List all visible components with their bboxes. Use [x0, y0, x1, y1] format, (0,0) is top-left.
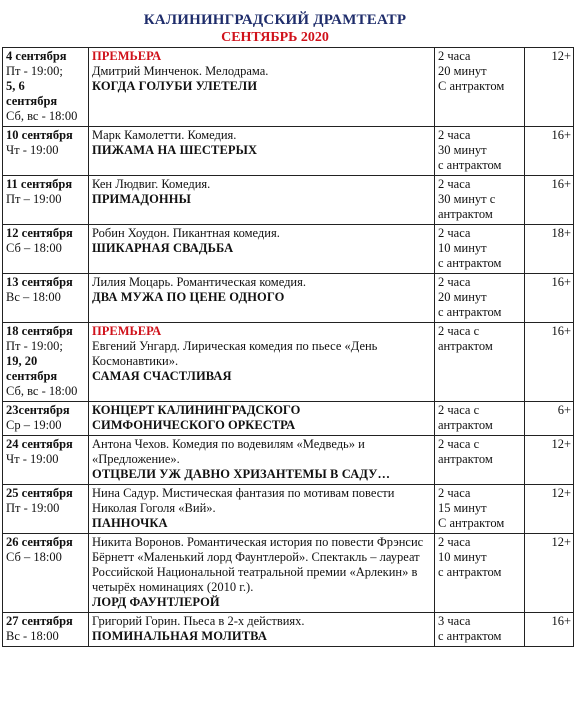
date-text: 23сентября [6, 403, 70, 417]
date-cell [3, 485, 89, 534]
date-text: 4 сентября [6, 49, 67, 63]
age-rating: 12+ [525, 48, 574, 127]
date-text: 11 сентября [6, 177, 73, 191]
description-cell [89, 436, 435, 485]
date-cell [3, 176, 89, 225]
time-text: Чт - 19:00 [6, 452, 59, 466]
schedule-row [3, 48, 574, 127]
duration-line: 2 часа [438, 535, 471, 549]
play-title: ШИКАРНАЯ СВАДЬБА [92, 241, 234, 255]
duration-line: 30 минут [438, 143, 487, 157]
description-cell [89, 613, 435, 647]
schedule-row [3, 436, 574, 485]
duration-line: 2 часа с [438, 324, 480, 338]
age-rating: 12+ [525, 485, 574, 534]
duration-line: 20 минут [438, 290, 487, 304]
schedule-row [3, 613, 574, 647]
date-text: 18 сентября [6, 324, 73, 338]
duration-line: антрактом [438, 207, 493, 221]
duration-line: 2 часа [438, 49, 471, 63]
play-author-genre: Кен Людвиг. Комедия. [92, 177, 211, 191]
duration-cell [435, 225, 525, 274]
duration-line: 2 часа [438, 177, 471, 191]
duration-line: с антрактом [438, 629, 502, 643]
play-title: ОТЦВЕЛИ УЖ ДАВНО ХРИЗАНТЕМЫ В САДУ… [92, 467, 391, 481]
duration-line: антрактом [438, 418, 493, 432]
play-author-genre: Евгений Унгард. Лирическая комедия по пьесе «День Космонавтики». [92, 339, 378, 368]
date-cell [3, 225, 89, 274]
date-text: 19, 20 [6, 354, 38, 368]
play-author-genre: Робин Хоудон. Пикантная комедия. [92, 226, 280, 240]
time-text: Ср – 19:00 [6, 418, 62, 432]
time-text: Сб – 18:00 [6, 241, 62, 255]
date-cell [3, 534, 89, 613]
play-title: ПРИМАДОННЫ [92, 192, 191, 206]
schedule-table [2, 47, 574, 647]
premiere-badge: ПРЕМЬЕРА [92, 324, 162, 338]
description-cell [89, 323, 435, 402]
duration-cell [435, 402, 525, 436]
date-cell [3, 613, 89, 647]
age-rating: 16+ [525, 323, 574, 402]
age-rating: 16+ [525, 127, 574, 176]
play-author-genre: Марк Камолетти. Комедия. [92, 128, 237, 142]
date-cell [3, 127, 89, 176]
play-author-genre: Антона Чехов. Комедия по водевилям «Медведь» и «Предложение». [92, 437, 365, 466]
date-text: 26 сентября [6, 535, 73, 549]
play-author-genre: Григорий Горин. Пьеса в 2-х действиях. [92, 614, 305, 628]
date-text: 13 сентября [6, 275, 73, 289]
time-text: Сб, вс - 18:00 [6, 384, 78, 398]
duration-cell [435, 176, 525, 225]
play-author-genre: Нина Садур. Мистическая фантазия по мотивам повести Николая Гоголя «Вий». [92, 486, 395, 515]
time-text: Сб – 18:00 [6, 550, 62, 564]
date-cell [3, 48, 89, 127]
duration-line: С антрактом [438, 79, 505, 93]
time-text: Пт - 19:00; [6, 339, 63, 353]
duration-line: с антрактом [438, 305, 502, 319]
premiere-badge: ПРЕМЬЕРА [92, 49, 162, 63]
time-text: Вс - 18:00 [6, 629, 59, 643]
schedule-body [3, 48, 574, 647]
duration-line: 20 минут [438, 64, 487, 78]
theatre-title: КАЛИНИНГРАДСКИЙ ДРАМТЕАТР [143, 12, 407, 28]
date-text: 24 сентября [6, 437, 73, 451]
date-cell [3, 402, 89, 436]
duration-line: 2 часа с [438, 403, 480, 417]
age-rating: 16+ [525, 176, 574, 225]
description-cell [89, 225, 435, 274]
age-rating: 16+ [525, 274, 574, 323]
schedule-row [3, 274, 574, 323]
time-text: Сб, вс - 18:00 [6, 109, 78, 123]
play-title: ПАННОЧКА [92, 516, 168, 530]
play-title: ДВА МУЖА ПО ЦЕНЕ ОДНОГО [92, 290, 285, 304]
date-text: сентября [6, 369, 58, 383]
duration-cell [435, 274, 525, 323]
play-title: ПИЖАМА НА ШЕСТЕРЫХ [92, 143, 258, 157]
time-text: Пт - 19:00; [6, 64, 63, 78]
duration-line: антрактом [438, 452, 493, 466]
duration-cell [435, 534, 525, 613]
date-text: 12 сентября [6, 226, 73, 240]
duration-line: 3 часа [438, 614, 471, 628]
age-rating: 18+ [525, 225, 574, 274]
description-cell [89, 534, 435, 613]
duration-line: 2 часа [438, 486, 471, 500]
age-rating: 12+ [525, 436, 574, 485]
description-cell [89, 127, 435, 176]
time-text: Пт - 19:00 [6, 501, 60, 515]
duration-cell [435, 323, 525, 402]
date-cell [3, 323, 89, 402]
schedule-row [3, 402, 574, 436]
duration-line: с антрактом [438, 256, 502, 270]
duration-cell [435, 436, 525, 485]
description-cell [89, 176, 435, 225]
description-cell [89, 274, 435, 323]
play-title: ЛОРД ФАУНТЛЕРОЙ [92, 595, 220, 609]
duration-cell [435, 613, 525, 647]
schedule-row [3, 323, 574, 402]
play-author-genre: Никита Воронов. Романтическая история по повести Фрэнсис Бёрнетт «Маленький лорд Фаунтлерой». Спектакль – лауреат Российской Национальной театральной премии «Арлекин» в четырёх номинациях (2010 г.). [92, 535, 424, 594]
duration-cell [435, 127, 525, 176]
age-rating: 6+ [525, 402, 574, 436]
duration-line: 15 минут [438, 501, 487, 515]
month-subtitle: СЕНТЯБРЬ 2020 [221, 30, 329, 45]
date-text: 10 сентября [6, 128, 73, 142]
schedule-row [3, 176, 574, 225]
duration-cell [435, 485, 525, 534]
date-cell [3, 436, 89, 485]
play-author-genre: Лилия Моцарь. Романтическая комедия. [92, 275, 306, 289]
date-text: 5, 6 [6, 79, 25, 93]
duration-line: 10 минут [438, 550, 487, 564]
schedule-row [3, 127, 574, 176]
date-text: 27 сентября [6, 614, 73, 628]
date-text: 25 сентября [6, 486, 73, 500]
play-author-genre: Дмитрий Минченок. Мелодрама. [92, 64, 269, 78]
date-cell [3, 274, 89, 323]
duration-line: 2 часа [438, 275, 471, 289]
description-cell [89, 48, 435, 127]
play-title: КОНЦЕРТ КАЛИНИНГРАДСКОГО СИМФОНИЧЕСКОГО ОРКЕСТРА [92, 403, 301, 432]
duration-line: антрактом [438, 339, 493, 353]
play-title: САМАЯ СЧАСТЛИВАЯ [92, 369, 232, 383]
time-text: Пт – 19:00 [6, 192, 62, 206]
duration-line: 2 часа [438, 226, 471, 240]
duration-line: 2 часа [438, 128, 471, 142]
date-text: сентября [6, 94, 58, 108]
poster-header [0, 12, 550, 46]
time-text: Чт - 19:00 [6, 143, 59, 157]
duration-line: с антрактом [438, 565, 502, 579]
schedule-row [3, 485, 574, 534]
play-title: ПОМИНАЛЬНАЯ МОЛИТВА [92, 629, 267, 643]
duration-line: 2 часа с [438, 437, 480, 451]
age-rating: 12+ [525, 534, 574, 613]
description-cell [89, 485, 435, 534]
duration-cell [435, 48, 525, 127]
description-cell [89, 402, 435, 436]
time-text: Вс – 18:00 [6, 290, 61, 304]
duration-line: с антрактом [438, 158, 502, 172]
age-rating: 16+ [525, 613, 574, 647]
schedule-row [3, 225, 574, 274]
schedule-row [3, 534, 574, 613]
play-title: КОГДА ГОЛУБИ УЛЕТЕЛИ [92, 79, 258, 93]
duration-line: 10 минут [438, 241, 487, 255]
duration-line: 30 минут с [438, 192, 496, 206]
duration-line: С антрактом [438, 516, 505, 530]
